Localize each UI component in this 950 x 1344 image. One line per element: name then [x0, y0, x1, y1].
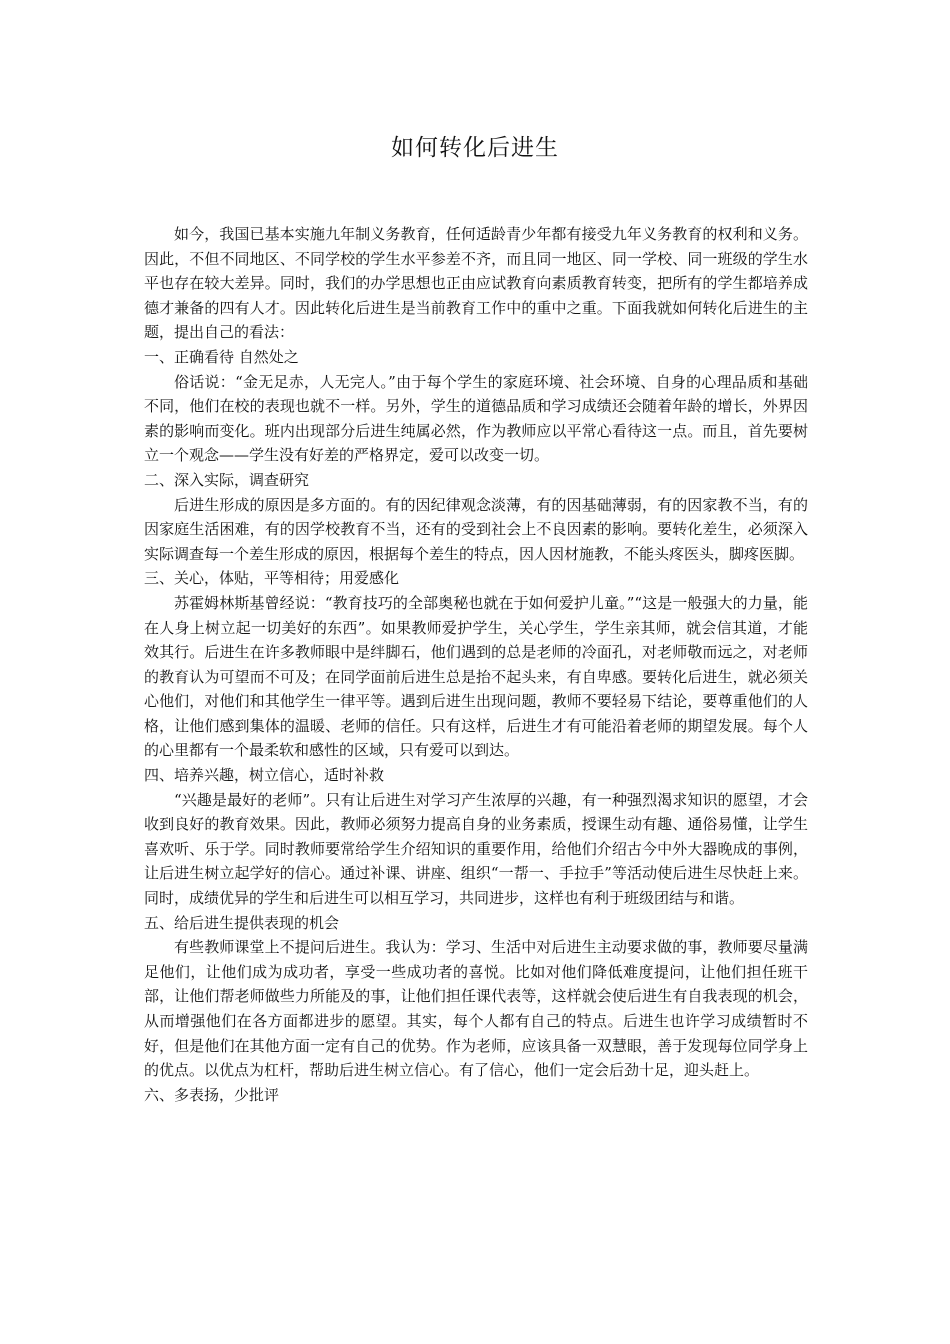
section-heading-1: 一、正确看待 自然处之 — [144, 347, 299, 366]
document-title: 如何转化后进生 — [391, 135, 559, 161]
section-paragraph-5: 有些教师课堂上不提问后进生。我认为：学习、生活中对后进生主动要求做的事，教师要尽量满足他们，让他们成为成功者，享受一些成功者的喜悦。比如对他们降低难度提问，让他们担任班干部，让他们帮老师做些力所能及的事，让他们担任课代表等，这样就会使后进生有自我表现的机会，从而增强他们在各方面都进步的愿望。其实，每个人都有自己的特点。后进生也许学习成绩暂时不好，但是他们在其他方面一定有自己的优势。作为老师，应该具备一双慧眼，善于发现每位同学身上的优点。以优点为杠杆，帮助后进生树立信心。有了信心，他们一定会后劲十足，迎头赶上。 — [144, 938, 808, 1080]
section-heading-2: 二、深入实际，调查研究 — [144, 470, 310, 489]
section-paragraph-1: 俗话说：“金无足赤，人无完人。”由于每个学生的家庭环境、社会环境、自身的心理品质和基础不同，他们在校的表现也就不一样。另外，学生的道德品质和学习成绩还会随着年龄的增长，外界因素的影响而变化。班内出现部分后进生纯属必然，作为教师应以平常心看待这一点。而且，首先要树立一个观念——学生没有好差的严格界定，爱可以改变一切。 — [144, 372, 808, 465]
section-paragraph-3: 苏霍姆林斯基曾经说：“教育技巧的全部奥秘也就在于如何爱护儿童。”“这是一般强大的力量，能在人身上树立起一切美好的东西”。如果教师爱护学生，关心学生，学生亲其师，就会信其道，才能效其行。后进生在许多教师眼中是绊脚石，他们遇到的总是老师的冷面孔，对老师敬而远之，对老师的教育认为可望而不可及；在同学面前后进生总是抬不起头来，有自卑感。要转化后进生，就必须关心他们，对他们和其他学生一律平等。遇到后进生出现问题，教师不要轻易下结论，要尊重他们的人格，让他们感到集体的温暖、老师的信任。只有这样，后进生才有可能沿着老师的期望发展。每个人的心里都有一个最柔软和感性的区域，只有爱可以到达。 — [144, 593, 808, 760]
section-paragraph-2: 后进生形成的原因是多方面的。有的因纪律观念淡薄，有的因基础薄弱，有的因家教不当，有的因家庭生活困难，有的因学校教育不当，还有的受到社会上不良因素的影响。要转化差生，必须深入实际调查每一个差生形成的原因，根据每个差生的特点，因人因材施教，不能头疼医头，脚疼医脚。 — [144, 495, 808, 563]
intro-paragraph: 如今，我国已基本实施九年制义务教育，任何适龄青少年都有接受九年义务教育的权利和义务。因此，不但不同地区、不同学校的学生水平参差不齐，而且同一地区、同一学校、同一班级的学生水平也存在较大差异。同时，我们的办学思想也正由应试教育向素质教育转变，把所有的学生都培养成德才兼备的四有人才。因此转化后进生是当前教育工作中的重中之重。下面我就如何转化后进生的主题，提出自己的看法： — [144, 225, 808, 342]
section-heading-4: 四、培养兴趣，树立信心，适时补救 — [144, 766, 385, 785]
section-paragraph-4: “兴趣是最好的老师”。只有让后进生对学习产生浓厚的兴趣，有一种强烈渴求知识的愿望，才会收到良好的教育效果。因此，教师必须努力提高自身的业务素质，授课生动有趣、通俗易懂，让学生喜欢听、乐于学。同时教师要常给学生介绍知识的重要作用，给他们介绍古今中外大器晚成的事例，让后进生树立起学好的信心。通过补课、讲座、组织“一帮一、手拉手”等活动使后进生尽快赶上来。同时，成绩优异的学生和后进生可以相互学习，共同进步，这样也有利于班级团结与和谐。 — [144, 790, 808, 908]
section-heading-3: 三、关心，体贴，平等相待；用爱感化 — [144, 569, 400, 588]
section-heading-6: 六、多表扬，少批评 — [144, 1085, 280, 1104]
section-heading-5: 五、给后进生提供表现的机会 — [144, 913, 340, 932]
document-body — [144, 222, 808, 1107]
